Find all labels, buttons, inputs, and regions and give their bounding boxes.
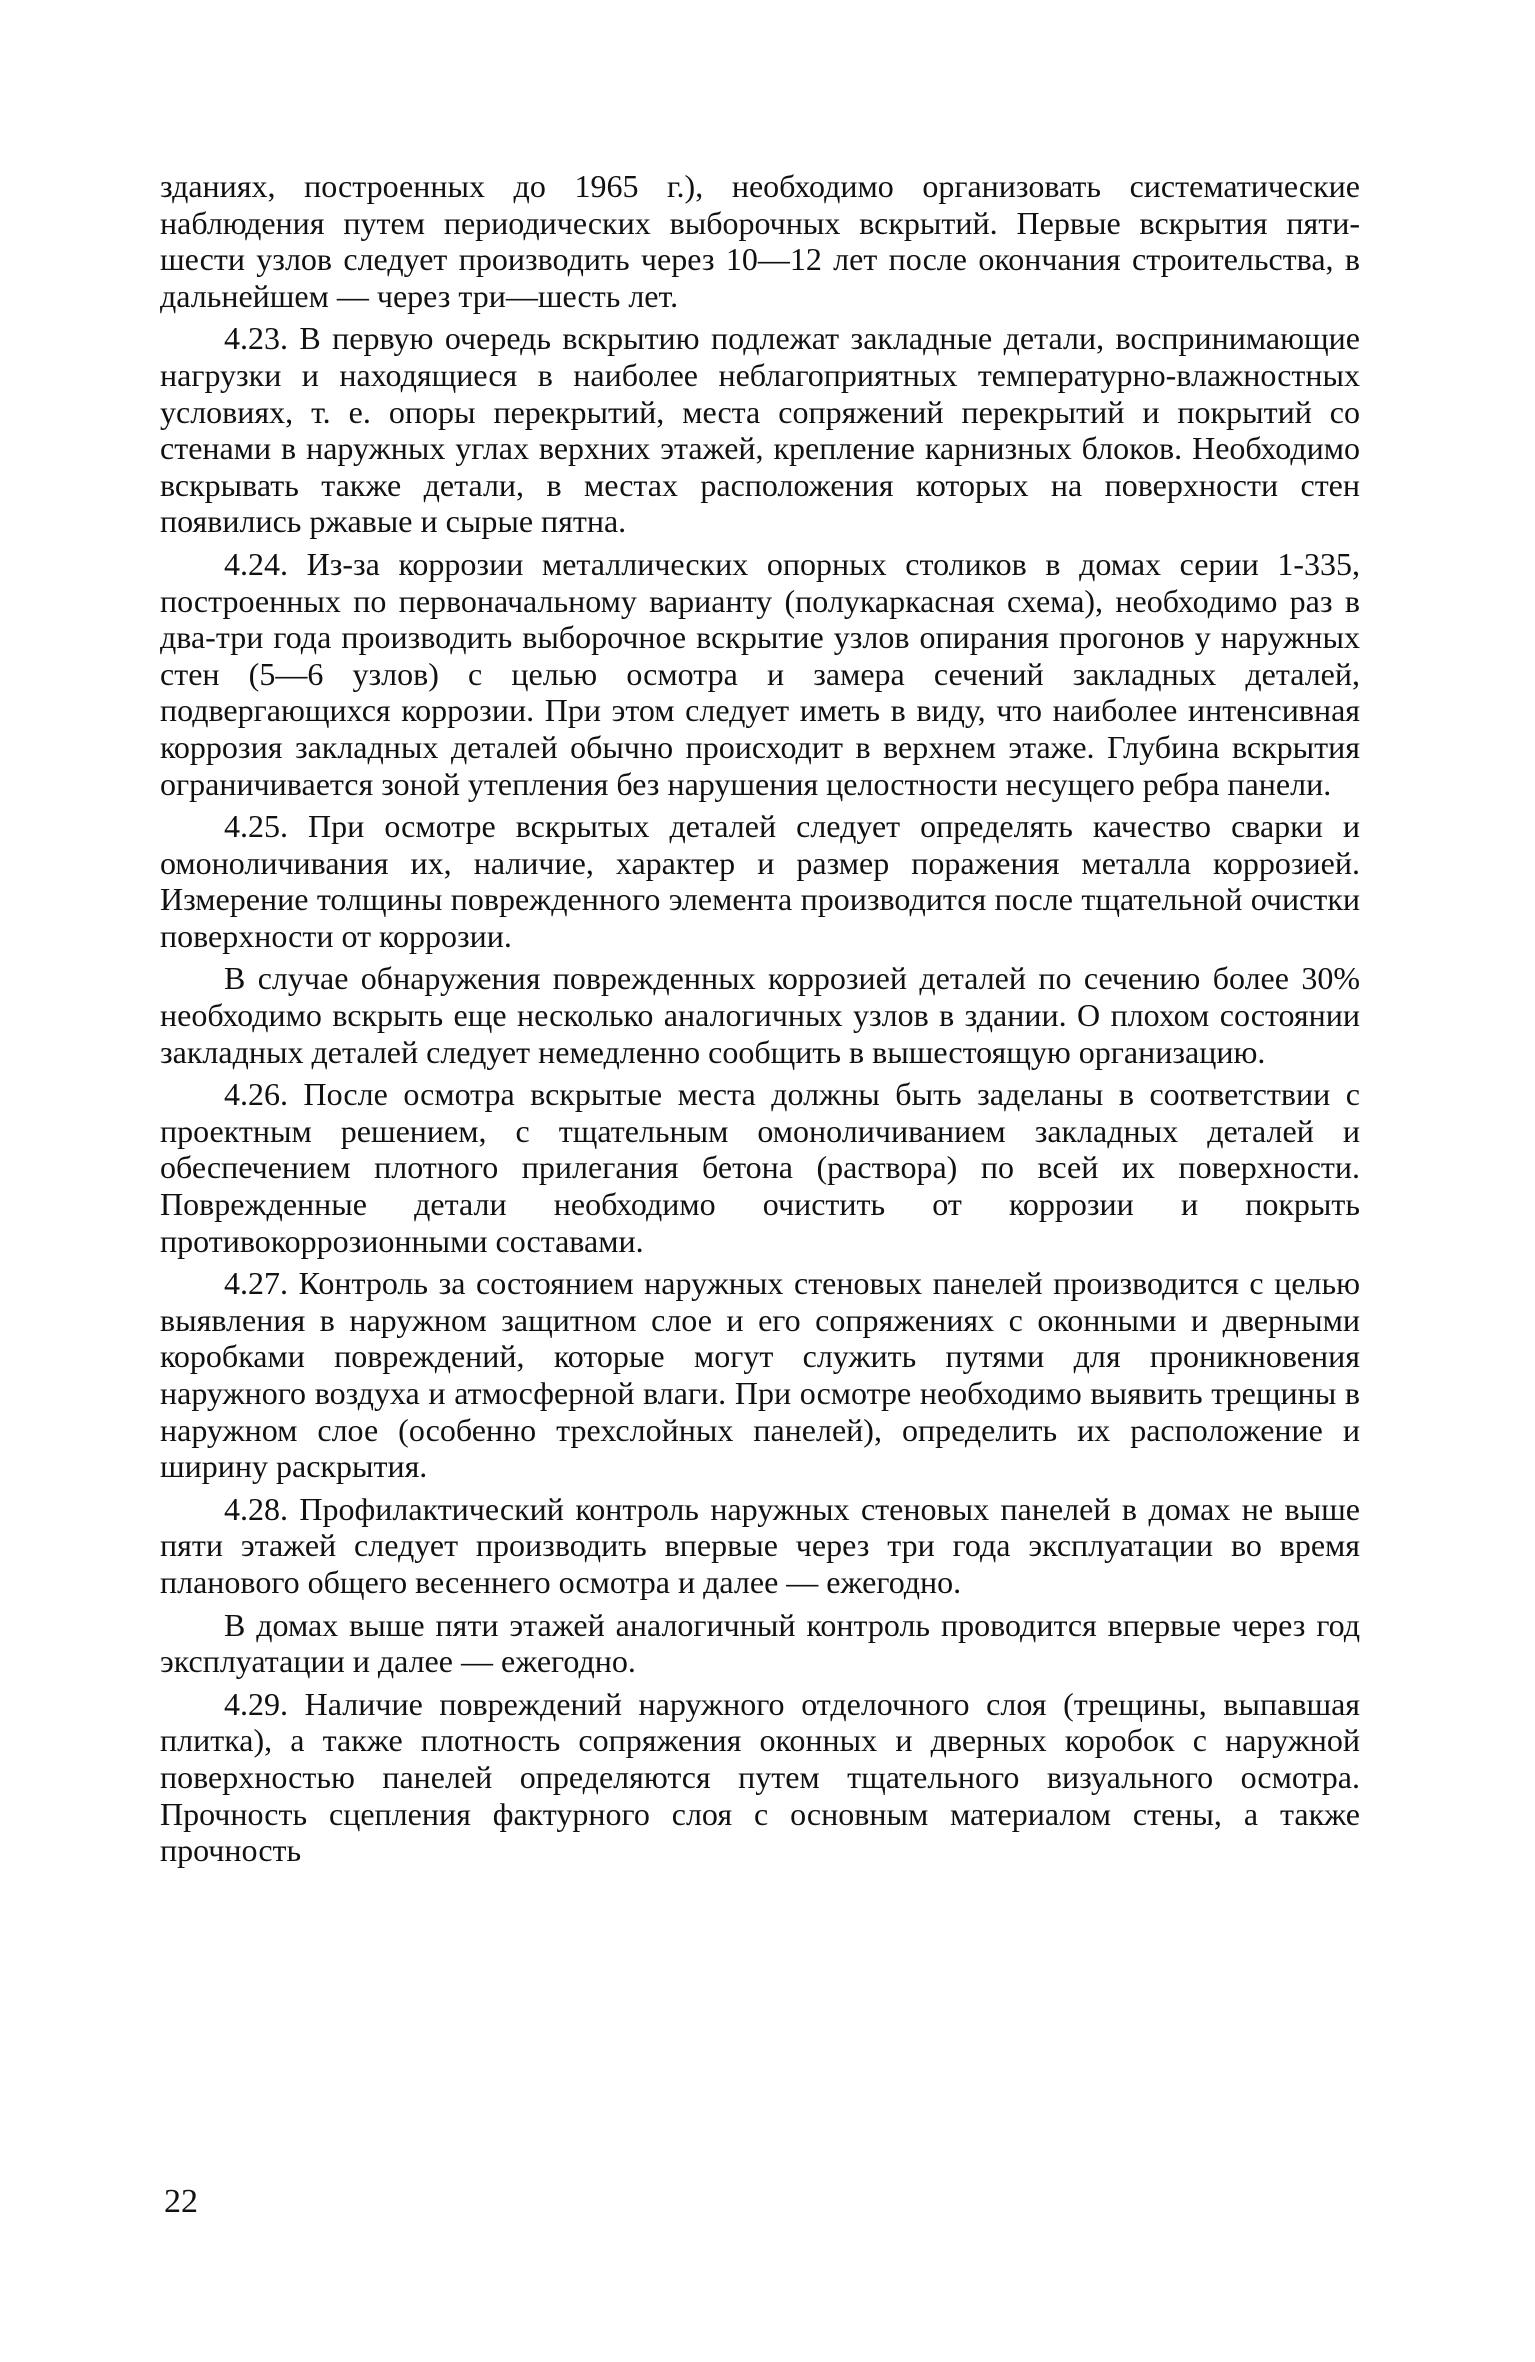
paragraph-4-24: 4.24. Из-за коррозии металлических опорных столиков в домах серии 1-335, построенных по первоначальному варианту (полукаркасная схема), необходимо раз в два-три года производить выборочное вскрытие узлов опирания прогонов у наружных стен (5—6 узлов) с целью осмотра и замера сечений закладных деталей, подвергающихся коррозии. При этом следует иметь в виду, что наиболее интенсивная коррозия закладных деталей обычно происходит в верхнем этаже. Глубина вскрытия ограничивается зоной утепления без нарушения целостности несущего ребра панели. xyxy=(160,545,1360,802)
paragraph-4-28-followup: В домах выше пяти этажей аналогичный контроль проводится впервые через год эксплуатации и далее — ежегодно. xyxy=(160,1606,1360,1680)
paragraph-4-26: 4.26. После осмотра вскрытые места должны быть заделаны в соответствии с проектным решением, с тщательным омоноличиванием закладных деталей и обеспечением плотного прилегания бетона (раствора) по всей их поверхности. Поврежденные детали необходимо очистить от коррозии и покрыть противокоррозионными составами. xyxy=(160,1076,1360,1259)
page-number: 22 xyxy=(164,2183,198,2220)
body-text xyxy=(160,168,1360,1869)
paragraph-continuation: зданиях, построенных до 1965 г.), необходимо организовать систематические наблюдения путем периодических выборочных вскрытий. Первые вскрытия пяти-шести узлов следует производить через 10—12 лет после окончания строительства, в дальнейшем — через три—шесть лет. xyxy=(160,168,1360,314)
paragraph-4-29: 4.29. Наличие повреждений наружного отделочного слоя (трещины, выпавшая плитка), а также плотность сопряжения оконных и дверных коробок с наружной поверхностью панелей определяются путем тщательного визуального осмотра. Прочность сцепления фактурного слоя с основным материалом стены, а также прочность xyxy=(160,1685,1360,1869)
paragraph-4-28: 4.28. Профилактический контроль наружных стеновых панелей в домах не выше пяти этажей следует производить впервые через три года эксплуатации во время планового общего весеннего осмотра и далее — ежегодно. xyxy=(160,1490,1360,1600)
paragraph-4-27: 4.27. Контроль за состоянием наружных стеновых панелей производится с целью выявления в наружном защитном слое и его сопряжениях с оконными и дверными коробками повреждений, которые могут служить путями для проникновения наружного воздуха и атмосферной влаги. При осмотре необходимо выявить трещины в наружном слое (особенно трехслойных панелей), определить их расположение и ширину раскрытия. xyxy=(160,1265,1360,1485)
paragraph-4-23: 4.23. В первую очередь вскрытию подлежат закладные детали, воспринимающие нагрузки и находящиеся в наиболее неблагоприятных температурно-влажностных условиях, т. е. опоры перекрытий, места сопряжений перекрытий и покрытий со стенами в наружных углах верхних этажей, крепление карнизных блоков. Необходимо вскрывать также детали, в местах расположения которых на поверхности стен появились ржавые и сырые пятна. xyxy=(160,320,1360,540)
paragraph-4-25: 4.25. При осмотре вскрытых деталей следует определять качество сварки и омоноличивания их, наличие, характер и размер поражения металла коррозией. Измерение толщины поврежденного элемента производится после тщательной очистки поверхности от коррозии. xyxy=(160,808,1360,954)
paragraph-4-25-followup: В случае обнаружения поврежденных коррозией деталей по сечению более 30% необходимо вскрыть еще несколько аналогичных узлов в здании. О плохом состоянии закладных деталей следует немедленно сообщить в вышестоящую организацию. xyxy=(160,960,1360,1070)
